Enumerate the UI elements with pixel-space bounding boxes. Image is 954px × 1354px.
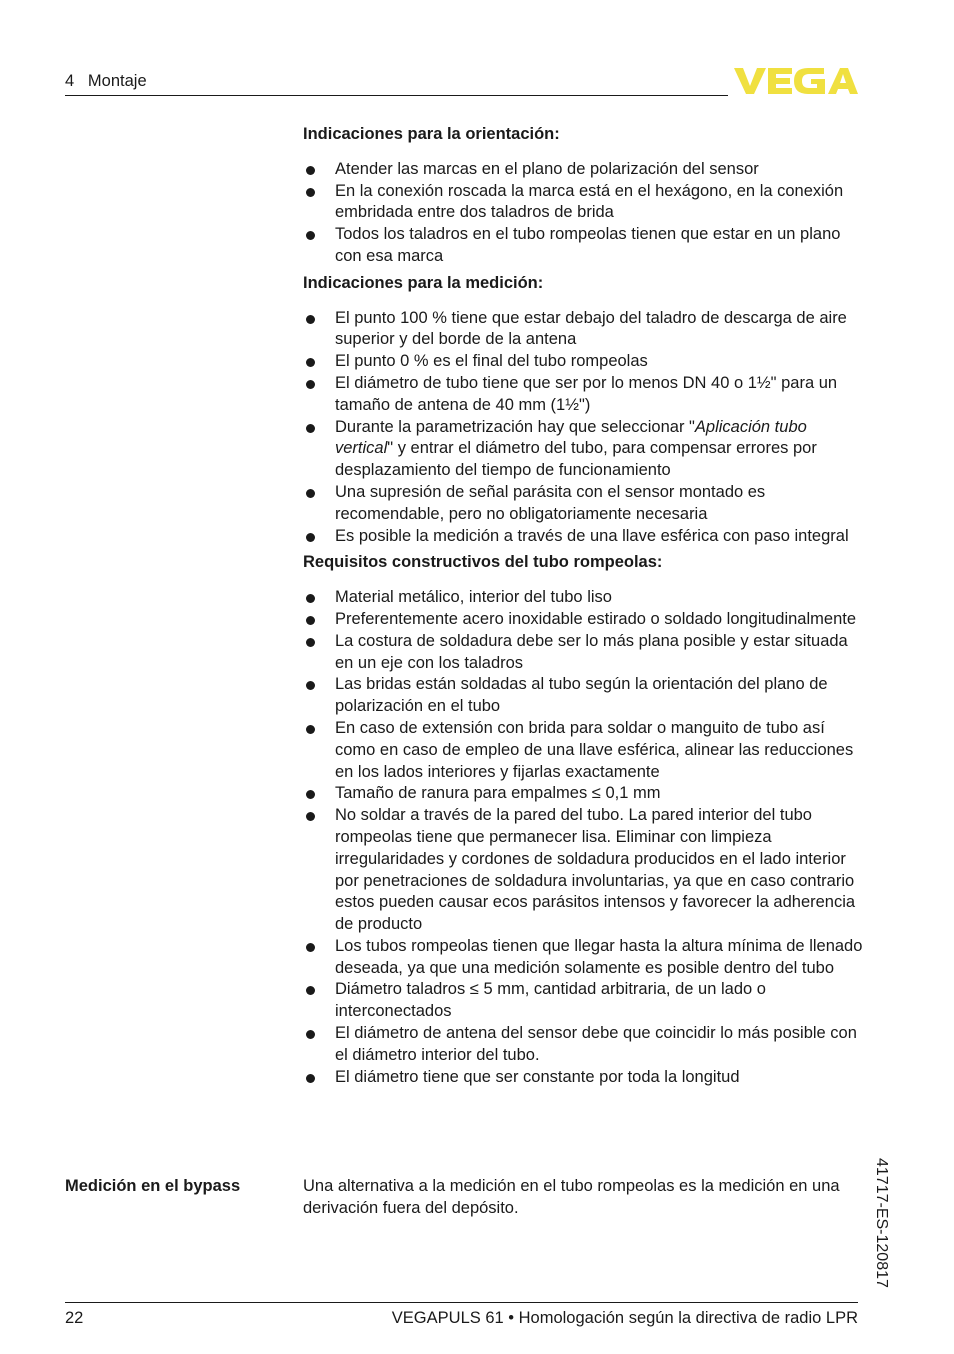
list-item: En la conexión roscada la marca está en el hexágono, en la conexión embridada entre dos taladros de brida xyxy=(303,181,863,225)
list-item xyxy=(303,417,863,482)
list-item: El diámetro de antena del sensor debe que coincidir lo más posible con el diámetro interior del tubo. xyxy=(303,1023,863,1067)
list-item: Todos los taladros en el tubo rompeolas tienen que estar en un plano con esa marca xyxy=(303,224,863,268)
chapter-title: 4 Montaje xyxy=(65,72,147,90)
requirements-list xyxy=(303,587,863,1088)
main-content xyxy=(303,124,863,1088)
list-item: Las bridas están soldadas al tubo según la orientación del plano de polarización en el tubo xyxy=(303,674,863,718)
list-item: El punto 100 % tiene que estar debajo del taladro de descarga de aire superior y del borde de la antena xyxy=(303,308,863,352)
vega-logo-mark xyxy=(734,68,858,94)
list-item: No soldar a través de la pared del tubo. La pared interior del tubo rompeolas tiene que permanecer lisa. Eliminar con limpieza irregularidades y cordones de soldadura producidos en el lado interior por penetraciones de soldadura involuntarias, ya que en caso contrario estos pueden causar ecos parásitos intensos y favorecer la adherencia de producto xyxy=(303,805,863,936)
list-item: Diámetro taladros ≤ 5 mm, cantidad arbitraria, de un lado o interconectados xyxy=(303,979,863,1023)
header-divider xyxy=(65,95,728,96)
measurement-list xyxy=(303,308,863,548)
text-span: " y entrar el diámetro del tubo, para compensar errores por desplazamiento del tiempo de funcionamiento xyxy=(335,439,817,480)
orientation-heading: Indicaciones para la orientación: xyxy=(303,125,560,143)
document-code: 41717-ES-120817 xyxy=(873,1158,890,1288)
measurement-heading: Indicaciones para la medición: xyxy=(303,273,544,292)
orientation-list xyxy=(303,159,863,268)
list-item: El punto 0 % es el final del tubo rompeolas xyxy=(303,351,863,373)
bypass-paragraph: Una alternativa a la medición en el tubo rompeolas es la medición en una derivación fuera del depósito. xyxy=(303,1177,840,1217)
list-item: Preferentemente acero inoxidable estirado o soldado longitudinalmente xyxy=(303,609,863,631)
footer-divider xyxy=(65,1302,858,1303)
footer-title: VEGAPULS 61 • Homologación según la directiva de radio LPR xyxy=(391,1309,858,1327)
list-item: Los tubos rompeolas tienen que llegar hasta la altura mínima de llenado deseada, ya que una medición solamente es posible dentro del tubo xyxy=(303,936,863,980)
text-span: Durante la parametrización hay que seleccionar " xyxy=(335,417,695,436)
list-item: El diámetro de tubo tiene que ser por lo menos DN 40 o 1½" para un tamaño de antena de 40 mm (1½") xyxy=(303,373,863,417)
list-item: Es posible la medición a través de una llave esférica con paso integral xyxy=(303,526,863,548)
bypass-margin-label: Medición en el bypass xyxy=(65,1177,241,1195)
page-number: 22 xyxy=(65,1309,84,1327)
list-item: La costura de soldadura debe ser lo más plana posible y estar situada en un eje con los taladros xyxy=(303,631,863,675)
list-item: Material metálico, interior del tubo liso xyxy=(303,587,863,609)
list-item: El diámetro tiene que ser constante por toda la longitud xyxy=(303,1067,863,1089)
list-item: Atender las marcas en el plano de polarización del sensor xyxy=(303,159,863,181)
list-item: Tamaño de ranura para empalmes ≤ 0,1 mm xyxy=(303,783,863,805)
emphasis-text: Aplicación tubo vertical xyxy=(335,417,807,458)
list-item: En caso de extensión con brida para soldar o manguito de tubo así como en caso de empleo de una llave esférica, alinear las reducciones en los lados interiores y fijarlas exactamente xyxy=(303,718,863,783)
list-item: Una supresión de señal parásita con el sensor montado es recomendable, pero no obligatoriamente necesaria xyxy=(303,482,863,526)
requirements-heading: Requisitos constructivos del tubo rompeolas: xyxy=(303,553,663,572)
vega-logo xyxy=(734,66,858,96)
